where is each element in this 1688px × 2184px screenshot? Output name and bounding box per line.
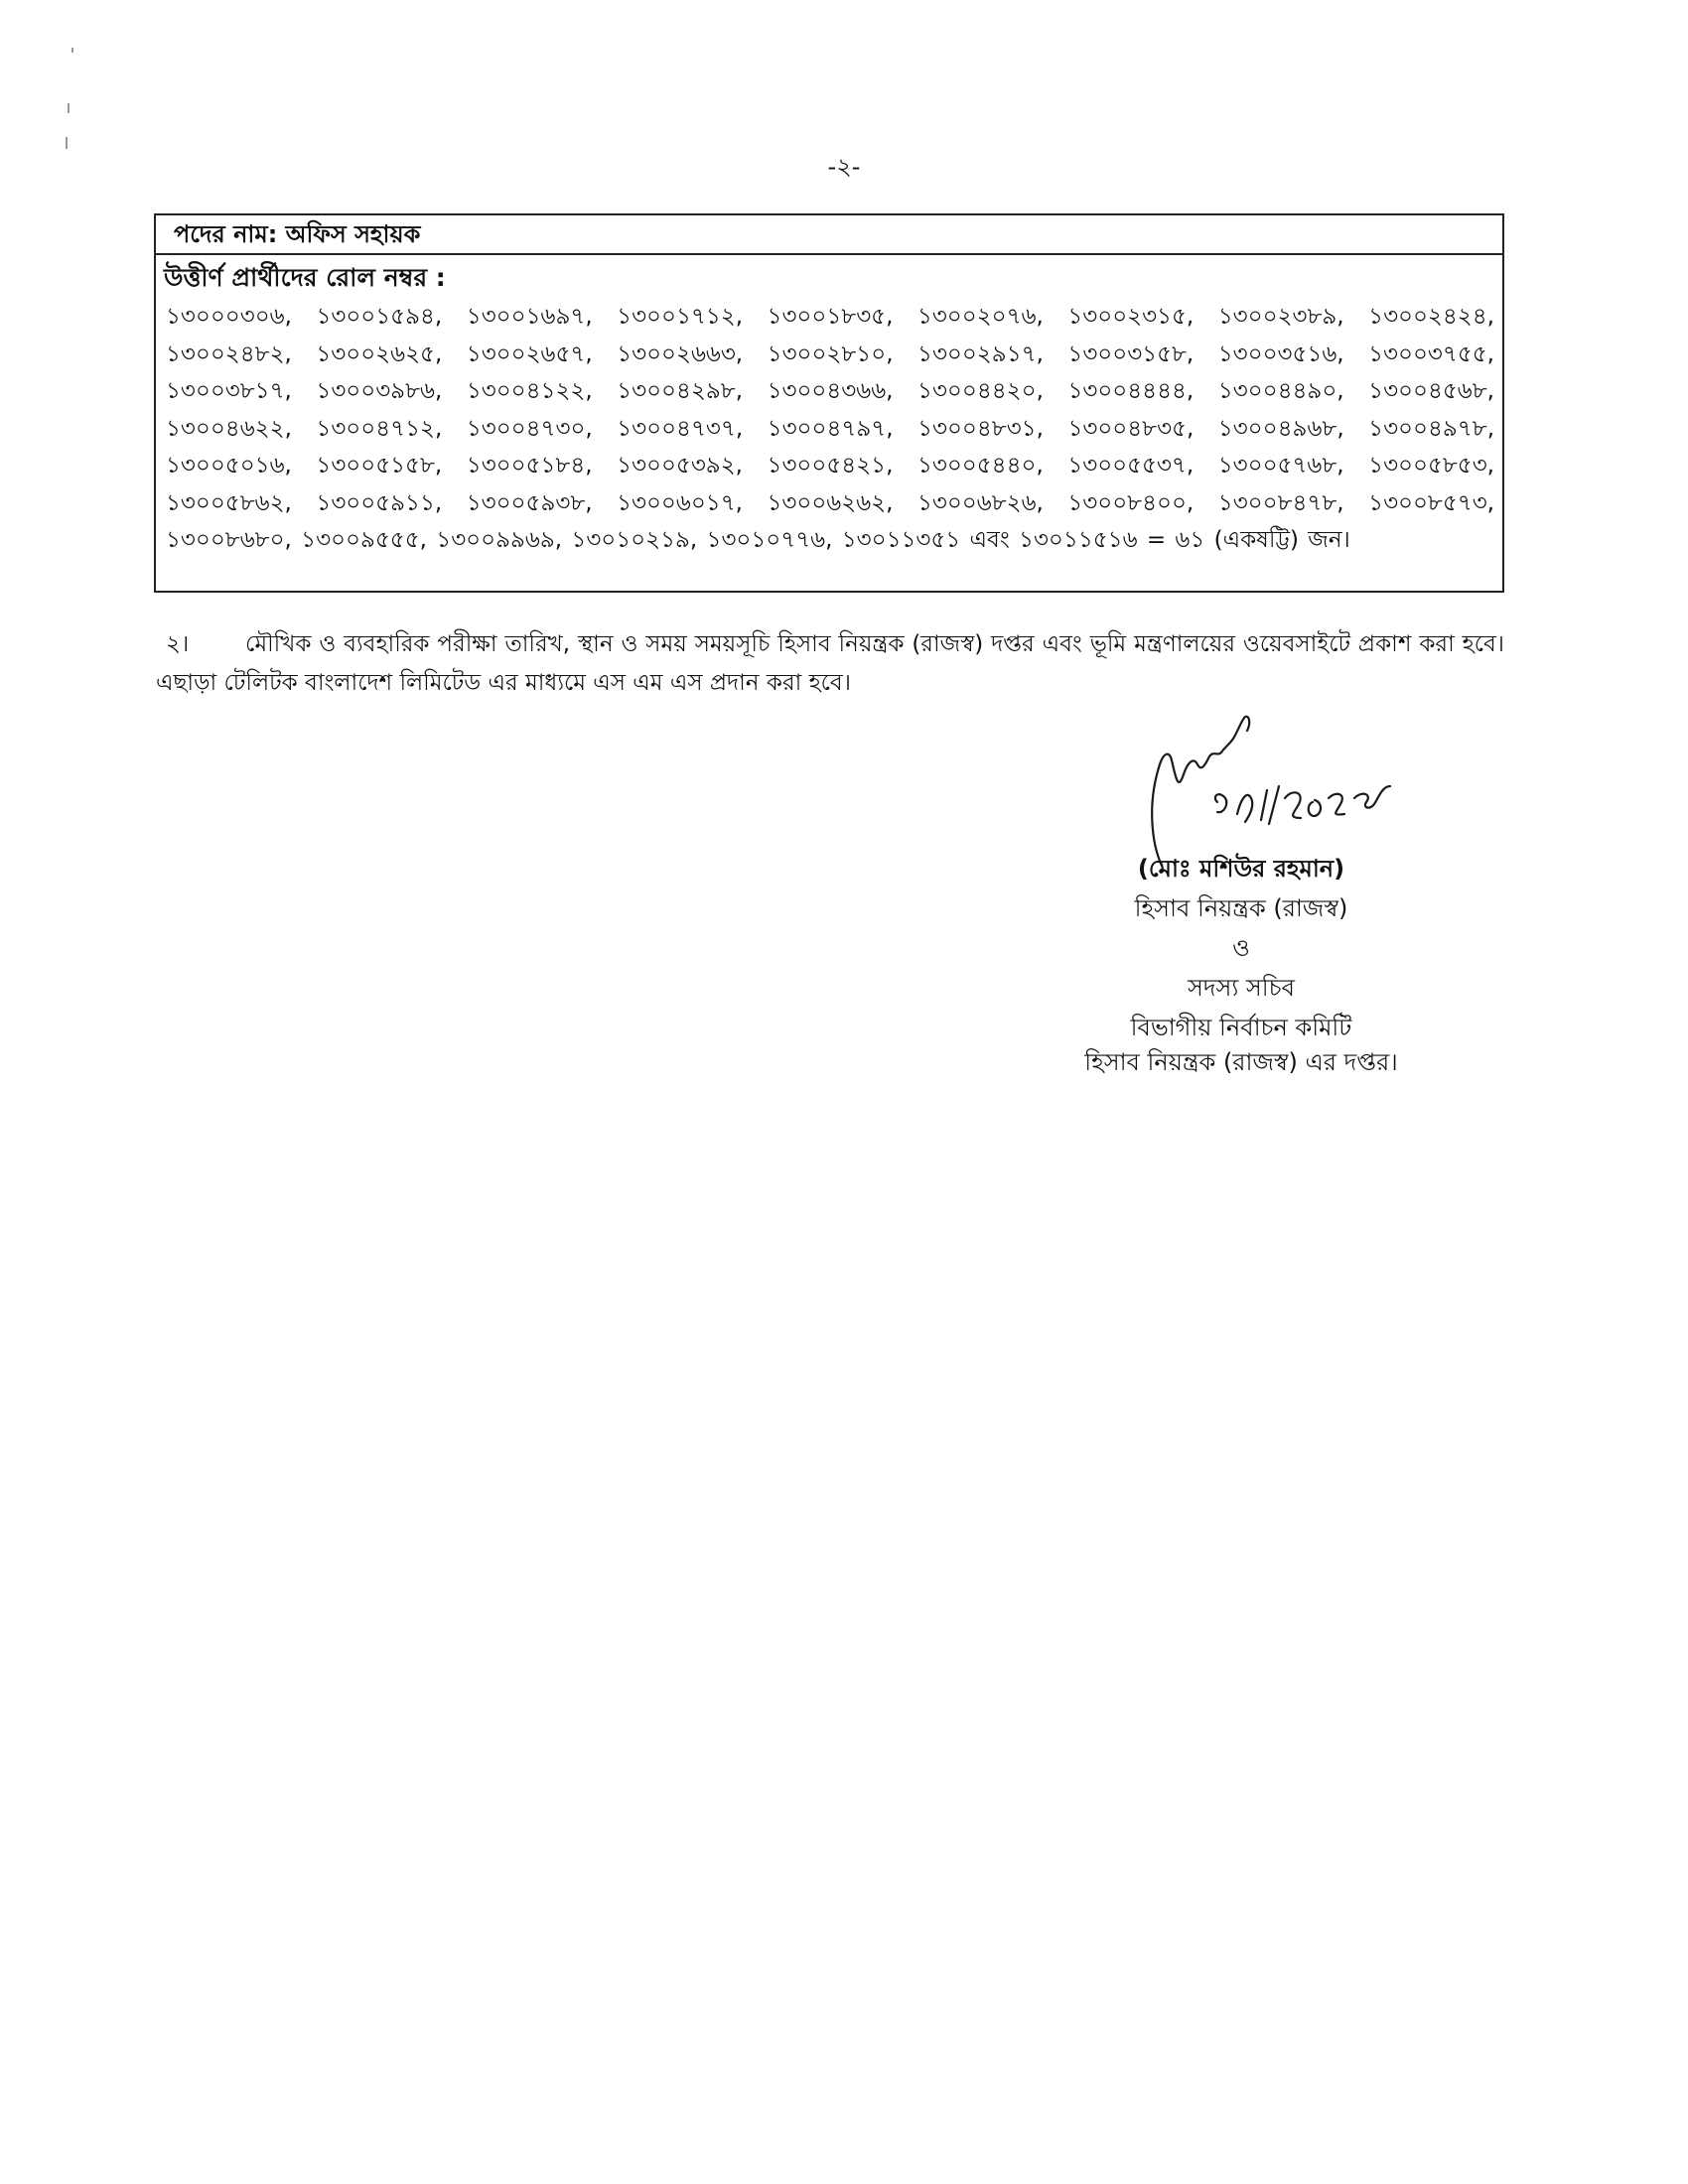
- signatory-designation: হিসাব নিয়ন্ত্রক (রাজস্ব): [1134, 894, 1348, 922]
- signatory-role: সদস্য সচিব: [1188, 974, 1295, 1002]
- scan-mark: [71, 48, 73, 53]
- handwritten-signature: [1102, 695, 1420, 874]
- post-value: অফিস সহায়ক: [285, 220, 421, 248]
- post-label: পদের নাম:: [174, 220, 278, 248]
- signatory-name: (মোঃ মশিউর রহমান): [1137, 855, 1345, 883]
- roll-number-box: [154, 213, 1504, 593]
- roll-numbers-list: ১৩০০০৩০৬, ১৩০০১৫৯৪, ১৩০০১৬৯৭, ১৩০০১৭১২, ১৩০০১৮৩৫, ১৩০০২০৭৬, ১৩০০২৩১৫, ১৩০০২৩৮৯, ১৩০০২৪২৪, ১৩০০২৪৮২, ১৩০০২৬২৫, ১৩০০২৬৫৭, ১৩০০২৬৬৩, ১৩০০২৮১০, ১৩০০২৯১৭, ১৩০০৩১৫৮, ১৩০০৩৫১৬, ১৩০০৩৭৫৫, ১৩০০৩৮১৭, ১৩০০৩৯৮৬, ১৩০০৪১২২, ১৩০০৪২৯৮, ১৩০০৪৩৬৬, ১৩০০৪৪২০, ১৩০০৪৪৪৪, ১৩০০৪৪৯০, ১৩০০৪৫৬৮, ১৩০০৪৬২২, ১৩০০৪৭১২, ১৩০০৪৭৩০, ১৩০০৪৭৩৭, ১৩০০৪৭৯৭, ১৩০০৪৮৩১, ১৩০০৪৮৩৫, ১৩০০৪৯৬৮, ১৩০০৪৯৭৮, ১৩০০৫০১৬, ১৩০০৫১৫৮, ১৩০০৫১৮৪, ১৩০০৫৩৯২, ১৩০০৫৪২১, ১৩০০৫৪৪০, ১৩০০৫৫৩৭, ১৩০০৫৭৬৮, ১৩০০৫৮৫৩, ১৩০০৫৮৬২, ১৩০০৫৯১১, ১৩০০৫৯৩৮, ১৩০০৬০১৭, ১৩০০৬২৬২, ১৩০০৬৮২৬, ১৩০০৮৪০০, ১৩০০৮৪৭৮, ১৩০০৮৫৭৩, ১৩০০৮৬৮০, ১৩০০৯৫৫৫, ১৩০০৯৯৬৯, ১৩০১০২১৯, ১৩০১০৭৭৬, ১৩০১১৩৫১ এবং ১৩০১১৫১৬ = ৬১ (একষট্টি) জন।: [166, 304, 1494, 553]
- paragraph-number: ২।: [166, 631, 190, 657]
- page-number: -২-: [827, 153, 861, 181]
- signatory-conjunction: ও: [1232, 934, 1250, 962]
- signatory-office: হিসাব নিয়ন্ত্রক (রাজস্ব) এর দপ্তর।: [1084, 1048, 1398, 1076]
- signature-block: [1043, 849, 1440, 1047]
- roll-heading: উত্তীর্ণ প্রার্থীদের রোল নম্বর :: [164, 263, 446, 292]
- scan-mark: [66, 137, 68, 149]
- paragraph-text: মৌখিক ও ব্যবহারিক পরীক্ষা তারিখ, স্থান ও সময় সময়সূচি হিসাব নিয়ন্ত্রক (রাজস্ব) দপ্তর এবং ভূমি মন্ত্রণালয়ের ওয়েবসাইটে প্রকাশ করা হবে। এছাড়া টেলিটক বাংলাদেশ লিমিটেড এর মাধ্যমে এস এম এস প্রদান করা হবে।: [156, 631, 1504, 696]
- notice-paragraph: [156, 625, 1504, 703]
- post-name-row: [156, 215, 1502, 255]
- scan-mark: [68, 103, 70, 113]
- signatory-committee: বিভাগীয় নির্বাচন কমিটি: [1130, 1014, 1352, 1041]
